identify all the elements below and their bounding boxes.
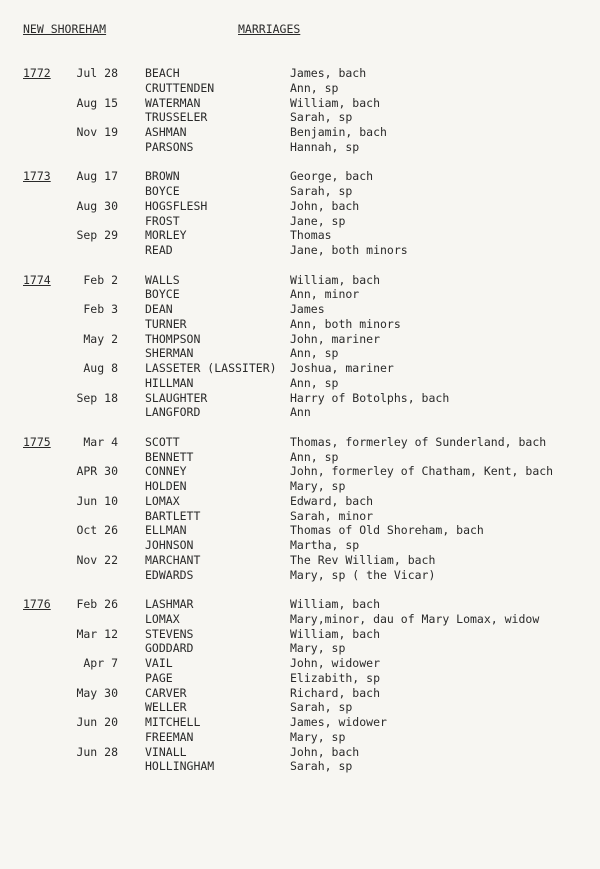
record-date: Oct 26: [76, 523, 118, 538]
record-surname: MORLEY: [145, 228, 187, 243]
record-row: [0, 612, 600, 627]
record-row: [0, 700, 600, 715]
record-detail: Jane, sp: [290, 213, 346, 228]
record-row: [0, 169, 600, 184]
record-surname: WELLER: [145, 700, 187, 715]
record-surname: EDWARDS: [145, 567, 194, 582]
record-detail: Joshua, mariner: [290, 361, 394, 375]
record-row: [0, 568, 600, 583]
record-date: Feb 26: [76, 597, 118, 611]
record-surname: BOYCE: [145, 287, 180, 302]
record-row: [0, 435, 600, 450]
record-surname: SCOTT: [145, 434, 180, 449]
record-surname: CRUTTENDEN: [145, 80, 215, 95]
record-row: [0, 745, 600, 760]
record-surname: MARCHANT: [145, 552, 201, 567]
record-detail: Ann, sp: [290, 449, 339, 464]
record-detail: John, formerley of Chatham, Kent, bach: [290, 464, 554, 479]
record-detail: Elizabith, sp: [290, 670, 381, 685]
record-row: [0, 243, 600, 258]
register-title: MARRIAGES: [238, 22, 301, 36]
record-row: [0, 110, 600, 125]
record-detail: Mary, sp: [290, 729, 346, 744]
record-detail: Ann, sp: [290, 80, 339, 95]
record-date: Aug 17: [76, 169, 118, 184]
record-surname: LASSETER (LASSITER): [145, 361, 277, 375]
record-row: [0, 450, 600, 465]
record-date: Sep 18: [76, 390, 118, 405]
record-detail: Benjamin, bach: [290, 125, 387, 139]
record-surname: HOLLINGHAM: [145, 759, 215, 774]
record-detail: William, bach: [290, 597, 381, 611]
record-detail: Edward, bach: [290, 493, 374, 508]
record-surname: ELLMAN: [145, 523, 187, 538]
record-row: [0, 464, 600, 479]
record-detail: James, bach: [290, 66, 367, 80]
page-header: [23, 22, 600, 40]
record-date: Nov 22: [76, 552, 118, 567]
record-detail: Ann: [290, 405, 311, 420]
record-detail: Ann, minor: [290, 287, 360, 302]
record-detail: Thomas, formerley of Sunderland, bach: [290, 434, 547, 449]
record-row: [0, 715, 600, 730]
record-date: Mar 4: [83, 434, 118, 449]
record-date: Jul 28: [76, 66, 118, 80]
record-year: 1776: [23, 597, 51, 611]
record-surname: CONNEY: [145, 464, 187, 479]
record-date: Apr 7: [83, 656, 118, 670]
record-surname: FREEMAN: [145, 729, 194, 744]
record-row: [0, 96, 600, 111]
record-surname: BARTLETT: [145, 508, 201, 523]
record-row: [0, 391, 600, 406]
record-surname: LASHMAR: [145, 597, 194, 611]
record-detail: William, bach: [290, 272, 381, 287]
record-surname: BEACH: [145, 66, 180, 80]
record-row: [0, 199, 600, 214]
record-row: [0, 317, 600, 332]
record-row: [0, 509, 600, 524]
record-surname: FROST: [145, 213, 180, 228]
record-detail: The Rev William, bach: [290, 552, 436, 567]
record-row: [0, 376, 600, 391]
record-surname: READ: [145, 243, 173, 257]
record-surname: BENNETT: [145, 449, 194, 464]
record-surname: LOMAX: [145, 611, 180, 626]
record-detail: Sarah, sp: [290, 759, 353, 774]
record-row: [0, 140, 600, 155]
record-detail: John, mariner: [290, 331, 381, 346]
record-row: [0, 125, 600, 140]
record-detail: Mary, sp: [290, 641, 346, 656]
record-detail: William, bach: [290, 626, 381, 641]
record-surname: HOLDEN: [145, 479, 187, 493]
record-date: Jun 28: [76, 744, 118, 759]
record-date: Aug 8: [83, 361, 118, 375]
record-surname: CARVER: [145, 685, 187, 700]
record-detail: George, bach: [290, 169, 374, 184]
record-surname: THOMPSON: [145, 331, 201, 346]
record-detail: Hannah, sp: [290, 139, 360, 154]
record-surname: JOHNSON: [145, 538, 194, 552]
record-detail: John, bach: [290, 744, 360, 759]
record-row: [0, 479, 600, 494]
record-surname: WALLS: [145, 272, 180, 287]
record-detail: John, widower: [290, 656, 381, 670]
record-detail: Richard, bach: [290, 685, 381, 700]
record-date: APR 30: [76, 464, 118, 479]
record-surname: TURNER: [145, 316, 187, 331]
record-surname: HOGSFLESH: [145, 198, 208, 213]
parish-title: NEW SHOREHAM: [23, 22, 107, 36]
record-row: [0, 538, 600, 553]
record-detail: Ann, both minors: [290, 316, 401, 331]
record-row: [0, 184, 600, 199]
record-detail: Mary,minor, dau of Mary Lomax, widow: [290, 611, 540, 626]
record-row: [0, 361, 600, 376]
record-row: [0, 641, 600, 656]
record-year: 1774: [23, 272, 51, 287]
marriage-records: [0, 66, 600, 774]
record-surname: GODDARD: [145, 641, 194, 656]
record-date: May 30: [76, 685, 118, 700]
record-detail: Thomas of Old Shoreham, bach: [290, 523, 484, 538]
record-row: [0, 759, 600, 774]
record-detail: Martha, sp: [290, 538, 360, 552]
record-row: [0, 494, 600, 509]
record-date: Jun 20: [76, 715, 118, 729]
record-row: [0, 405, 600, 420]
record-row: [0, 656, 600, 671]
record-year: 1773: [23, 169, 51, 184]
record-row: [0, 686, 600, 701]
record-row: [0, 81, 600, 96]
record-surname: PAGE: [145, 670, 173, 685]
record-surname: HILLMAN: [145, 375, 194, 390]
record-row: [0, 287, 600, 302]
record-surname: STEVENS: [145, 626, 194, 641]
record-surname: WATERMAN: [145, 95, 201, 110]
record-row: [0, 332, 600, 347]
record-date: May 2: [83, 331, 118, 346]
record-row: [0, 597, 600, 612]
record-row: [0, 214, 600, 229]
record-detail: Sarah, sp: [290, 184, 353, 198]
record-surname: MITCHELL: [145, 715, 201, 729]
record-surname: DEAN: [145, 302, 173, 316]
record-date: Sep 29: [76, 228, 118, 243]
record-row: [0, 228, 600, 243]
record-detail: Sarah, minor: [290, 508, 374, 523]
record-date: Aug 30: [76, 198, 118, 213]
record-detail: Mary, sp ( the Vicar): [290, 567, 436, 582]
record-row: [0, 523, 600, 538]
record-detail: James, widower: [290, 715, 387, 729]
record-row: [0, 346, 600, 361]
record-row: [0, 730, 600, 745]
record-year: 1775: [23, 434, 51, 449]
record-date: Nov 19: [76, 125, 118, 139]
record-row: [0, 273, 600, 288]
record-detail: Ann, sp: [290, 346, 339, 361]
record-detail: Sarah, sp: [290, 700, 353, 715]
record-date: Aug 15: [76, 95, 118, 110]
record-detail: Thomas: [290, 228, 332, 243]
record-detail: Harry of Botolphs, bach: [290, 390, 450, 405]
record-detail: John, bach: [290, 198, 360, 213]
record-surname: VAIL: [145, 656, 173, 670]
record-detail: Ann, sp: [290, 375, 339, 390]
record-row: [0, 302, 600, 317]
record-surname: PARSONS: [145, 139, 194, 154]
record-surname: VINALL: [145, 744, 187, 759]
record-detail: William, bach: [290, 95, 381, 110]
record-surname: LANGFORD: [145, 405, 201, 420]
record-row: [0, 66, 600, 81]
record-date: Feb 2: [83, 272, 118, 287]
record-row: [0, 627, 600, 642]
record-surname: ASHMAN: [145, 125, 187, 139]
record-surname: SHERMAN: [145, 346, 194, 361]
record-surname: LOMAX: [145, 493, 180, 508]
record-surname: BOYCE: [145, 184, 180, 198]
record-date: Feb 3: [83, 302, 118, 316]
record-date: Jun 10: [76, 493, 118, 508]
record-surname: SLAUGHTER: [145, 390, 208, 405]
record-year: 1772: [23, 66, 51, 80]
record-detail: James: [290, 302, 325, 316]
record-surname: BROWN: [145, 169, 180, 184]
record-detail: Sarah, sp: [290, 110, 353, 125]
record-date: Mar 12: [76, 626, 118, 641]
record-detail: Mary, sp: [290, 479, 346, 493]
record-detail: Jane, both minors: [290, 243, 408, 257]
record-surname: TRUSSELER: [145, 110, 208, 125]
record-row: [0, 671, 600, 686]
record-row: [0, 553, 600, 568]
